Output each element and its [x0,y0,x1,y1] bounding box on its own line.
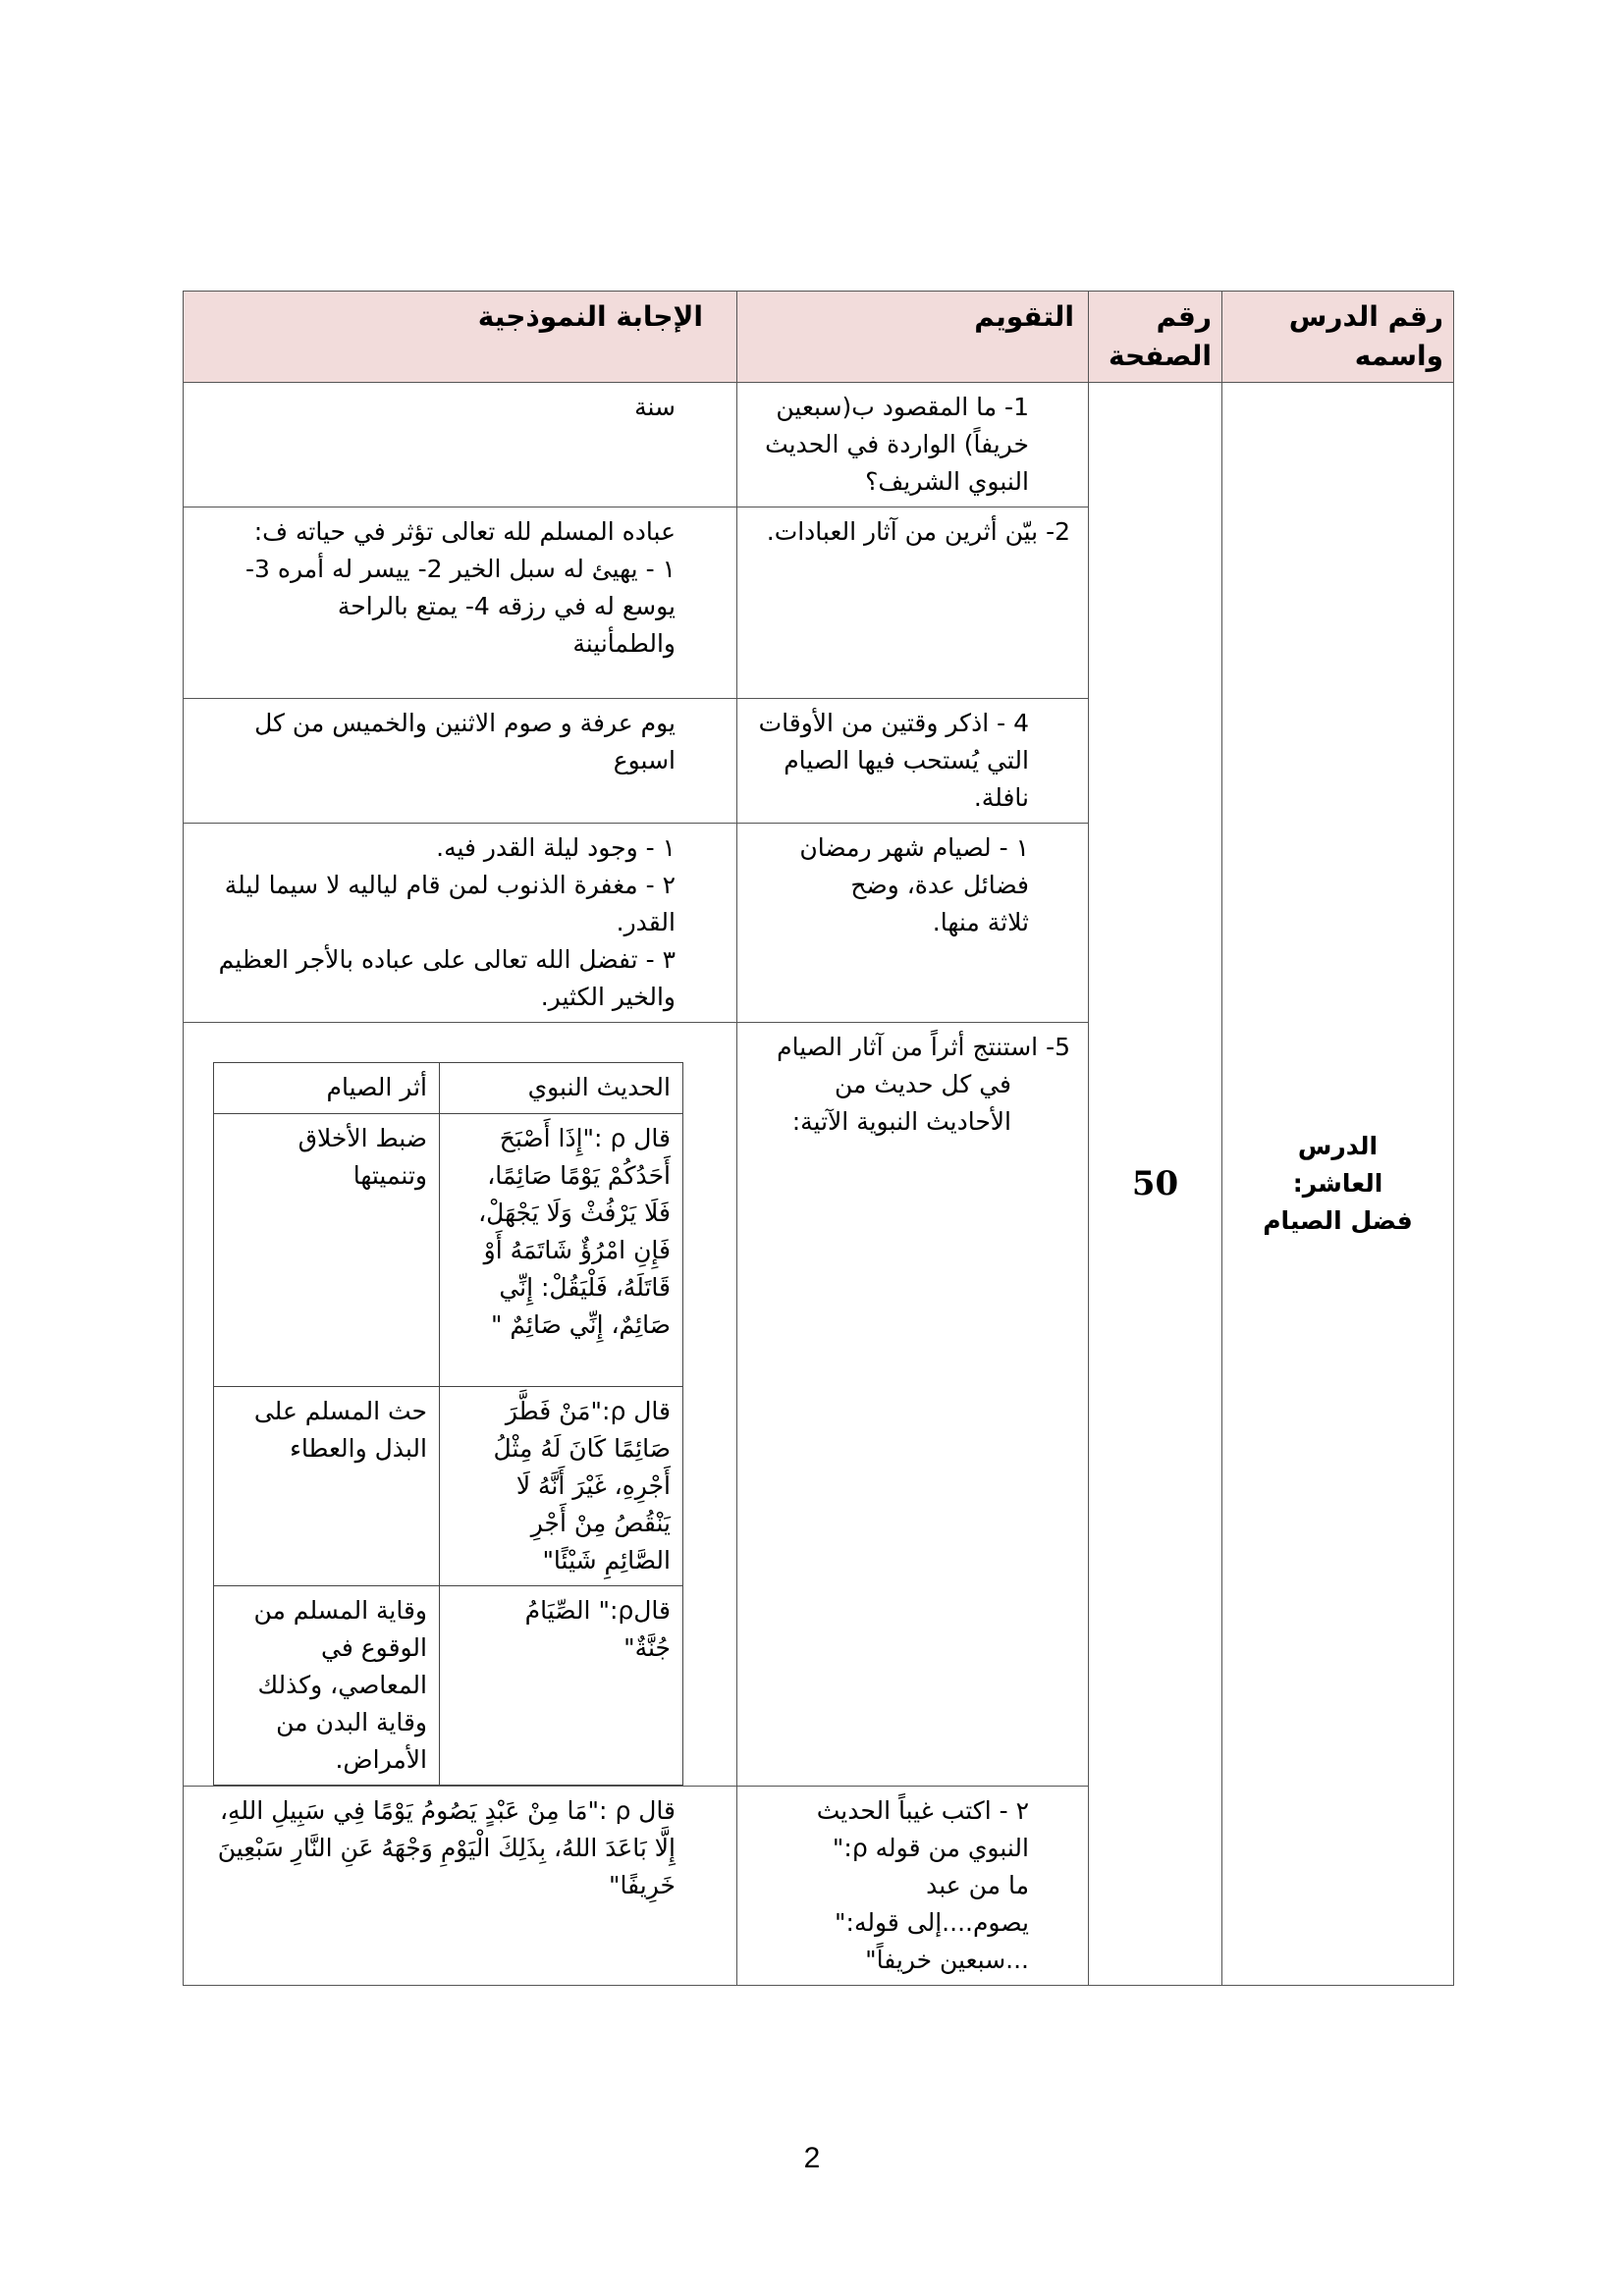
header-answer: الإجابة النموذجية [184,292,737,383]
hadith-effects-table [213,1062,683,1786]
hadith-column-header: الحديث النبوي [440,1063,683,1114]
effect-line: الأمراض. [335,1745,427,1774]
lesson-name-line-3: فضل الصيام [1263,1206,1413,1235]
hadith-line: قالρ:" الصِّيَامُ [524,1596,671,1625]
page-number: 2 [803,2142,821,2174]
header-lesson-line-1: رقم الدرس [1288,300,1443,333]
answer-line: يوم عرفة و صوم الاثنين والخميس من كل [254,709,676,737]
hadith-line: صَائِمٌ، إِنِّي صَائِمٌ " [490,1310,671,1339]
header-evaluation: التقويم [737,292,1089,383]
question-line: الأحاديث النبوية الآتية: [791,1107,1011,1136]
effect-line: حث المسلم على [253,1397,427,1425]
question-line: يصوم....إلى قوله:" [835,1908,1029,1937]
hadith-text-cell [440,1586,683,1786]
question-cell [737,1787,1089,1986]
hadith-line: أَجْرِهِ، غَيْرَ أَنَّهُ لَا [515,1471,671,1500]
effect-line: البذل والعطاء [290,1434,427,1463]
answer-line: يوسع له في رزقه 4- يمتع بالراحة [337,592,676,620]
lesson-name-line-1: الدرس [1297,1132,1379,1160]
lesson-evaluation-table [183,291,1454,1986]
effect-cell [214,1114,440,1387]
answer-line: والطمأنينة [572,629,676,658]
hadith-line: صَائِمًا كَانَ لَهُ مِثْلُ [493,1434,671,1463]
hadith-line: قال ρ :"إِذَا أَصْبَحَ [499,1124,671,1152]
effect-column-header: أثر الصيام [214,1063,440,1114]
hadith-line: قال ρ:"مَنْ فَطَّرَ [505,1397,671,1425]
hadith-line: فَإِنِ امْرُؤٌ شَاتَمَهُ أَوْ [483,1236,671,1264]
answer-line: ١ - يهيئ له سبل الخير 2- ييسر له أمره 3- [245,555,676,583]
answer-line: إِلَّا بَاعَدَ اللهُ، بِذَلِكَ الْيَوْمِ وَجْهَهُ عَنِ النَّارِ سَبْعِينَ [217,1834,676,1862]
answer-line: قال ρ :"مَا مِنْ عَبْدٍ يَصُومُ يَوْمًا فِي سَبِيلِ اللهِ، [219,1796,676,1825]
question-line: النبوي من قوله ρ:" [832,1834,1029,1862]
effect-cell [214,1586,440,1786]
answer-cell [184,1023,737,1787]
answer-line: ٣ - تفضل الله تعالى على عباده بالأجر العظيم [218,945,676,974]
effect-line: وتنميتها [352,1161,427,1190]
page-number-cell: 50 [1089,383,1222,1986]
answer-cell [184,383,737,507]
answer-cell [184,507,737,699]
question-line: 1- ما المقصود ب(سبعين [776,393,1029,421]
question-cell [737,507,1089,699]
table-row [184,383,1454,507]
header-lesson-line-2: واسمه [1354,340,1443,372]
effect-line: وقاية البدن من [276,1708,427,1736]
question-line: التي يُستحب فيها الصيام [784,746,1029,774]
question-cell [737,824,1089,1023]
answer-line: خَرِيفًا" [609,1871,676,1899]
header-lesson [1222,292,1454,383]
question-cell [737,699,1089,824]
hadith-text-cell [440,1114,683,1387]
question-line: نافلة. [973,783,1029,812]
question-line: ...سبعين خريفاً" [865,1946,1029,1974]
effect-line: ضبط الأخلاق [298,1124,427,1152]
effect-line: وقاية المسلم من [253,1596,427,1625]
hadith-line: الصَّائِمِ شَيْئًا" [542,1546,671,1575]
hadith-text-cell [440,1387,683,1586]
answer-line: سنة [634,393,676,421]
header-page-line-2: الصفحة [1108,340,1212,372]
effect-line: المعاصي، وكذلك [257,1671,427,1699]
question-line: فضائل عدة، وضح [850,871,1029,899]
hadith-table-row [214,1387,683,1586]
answer-cell [184,699,737,824]
answer-line: اسبوع [613,746,676,774]
effect-cell [214,1387,440,1586]
lesson-name-line-2: العاشر: [1292,1169,1383,1198]
answer-line: ١ - وجود ليلة القدر فيه. [436,833,676,862]
question-line: في كل حديث من [835,1070,1011,1098]
answer-line: عباده المسلم لله تعالى تؤثر في حياته ف: [253,517,676,546]
answer-line: ٢ - مغفرة الذنوب لمن قام لياليه لا سيما ليلة [224,871,676,899]
question-line: 4 - اذكر وقتين من الأوقات [758,709,1029,737]
question-cell [737,1023,1089,1787]
hadith-table-header-row [214,1063,683,1114]
header-page-line-1: رقم [1156,300,1212,333]
question-line: ثلاثة منها. [932,908,1029,936]
answer-cell [184,824,737,1023]
question-line: النبوي الشريف؟ [865,467,1029,496]
hadith-line: فَلَا يَرْفُثْ وَلَا يَجْهَلْ، [478,1199,671,1227]
question-line: ١ - لصيام شهر رمضان [799,833,1029,862]
question-line: خريفاً) الواردة في الحديث [765,430,1029,458]
answer-line: القدر. [616,908,676,936]
hadith-table-row [214,1586,683,1786]
header-page [1089,292,1222,383]
lesson-name-cell [1222,383,1454,1986]
header-row [184,292,1454,383]
hadith-line: يَنْقُصُ مِنْ أَجْرِ [530,1509,671,1537]
question-line: 2- بيّن أثرين من آثار العبادات. [766,517,1070,546]
answer-line: والخير الكثير. [540,983,676,1011]
question-line: 5- استنتج أثراً من آثار الصيام [777,1033,1070,1061]
question-line: ما من عبد [926,1871,1029,1899]
question-cell [737,383,1089,507]
hadith-line: جُنَّةٌ" [623,1633,671,1662]
hadith-line: أَحَدُكُمْ يَوْمًا صَائِمًا، [487,1161,671,1190]
hadith-line: قَاتَلَهُ، فَلْيَقُلْ: إِنِّي [499,1273,671,1302]
hadith-table-row [214,1114,683,1387]
question-line: ٢ - اكتب غيباً الحديث [816,1796,1029,1825]
effect-line: الوقوع في [321,1633,427,1662]
answer-cell [184,1787,737,1986]
